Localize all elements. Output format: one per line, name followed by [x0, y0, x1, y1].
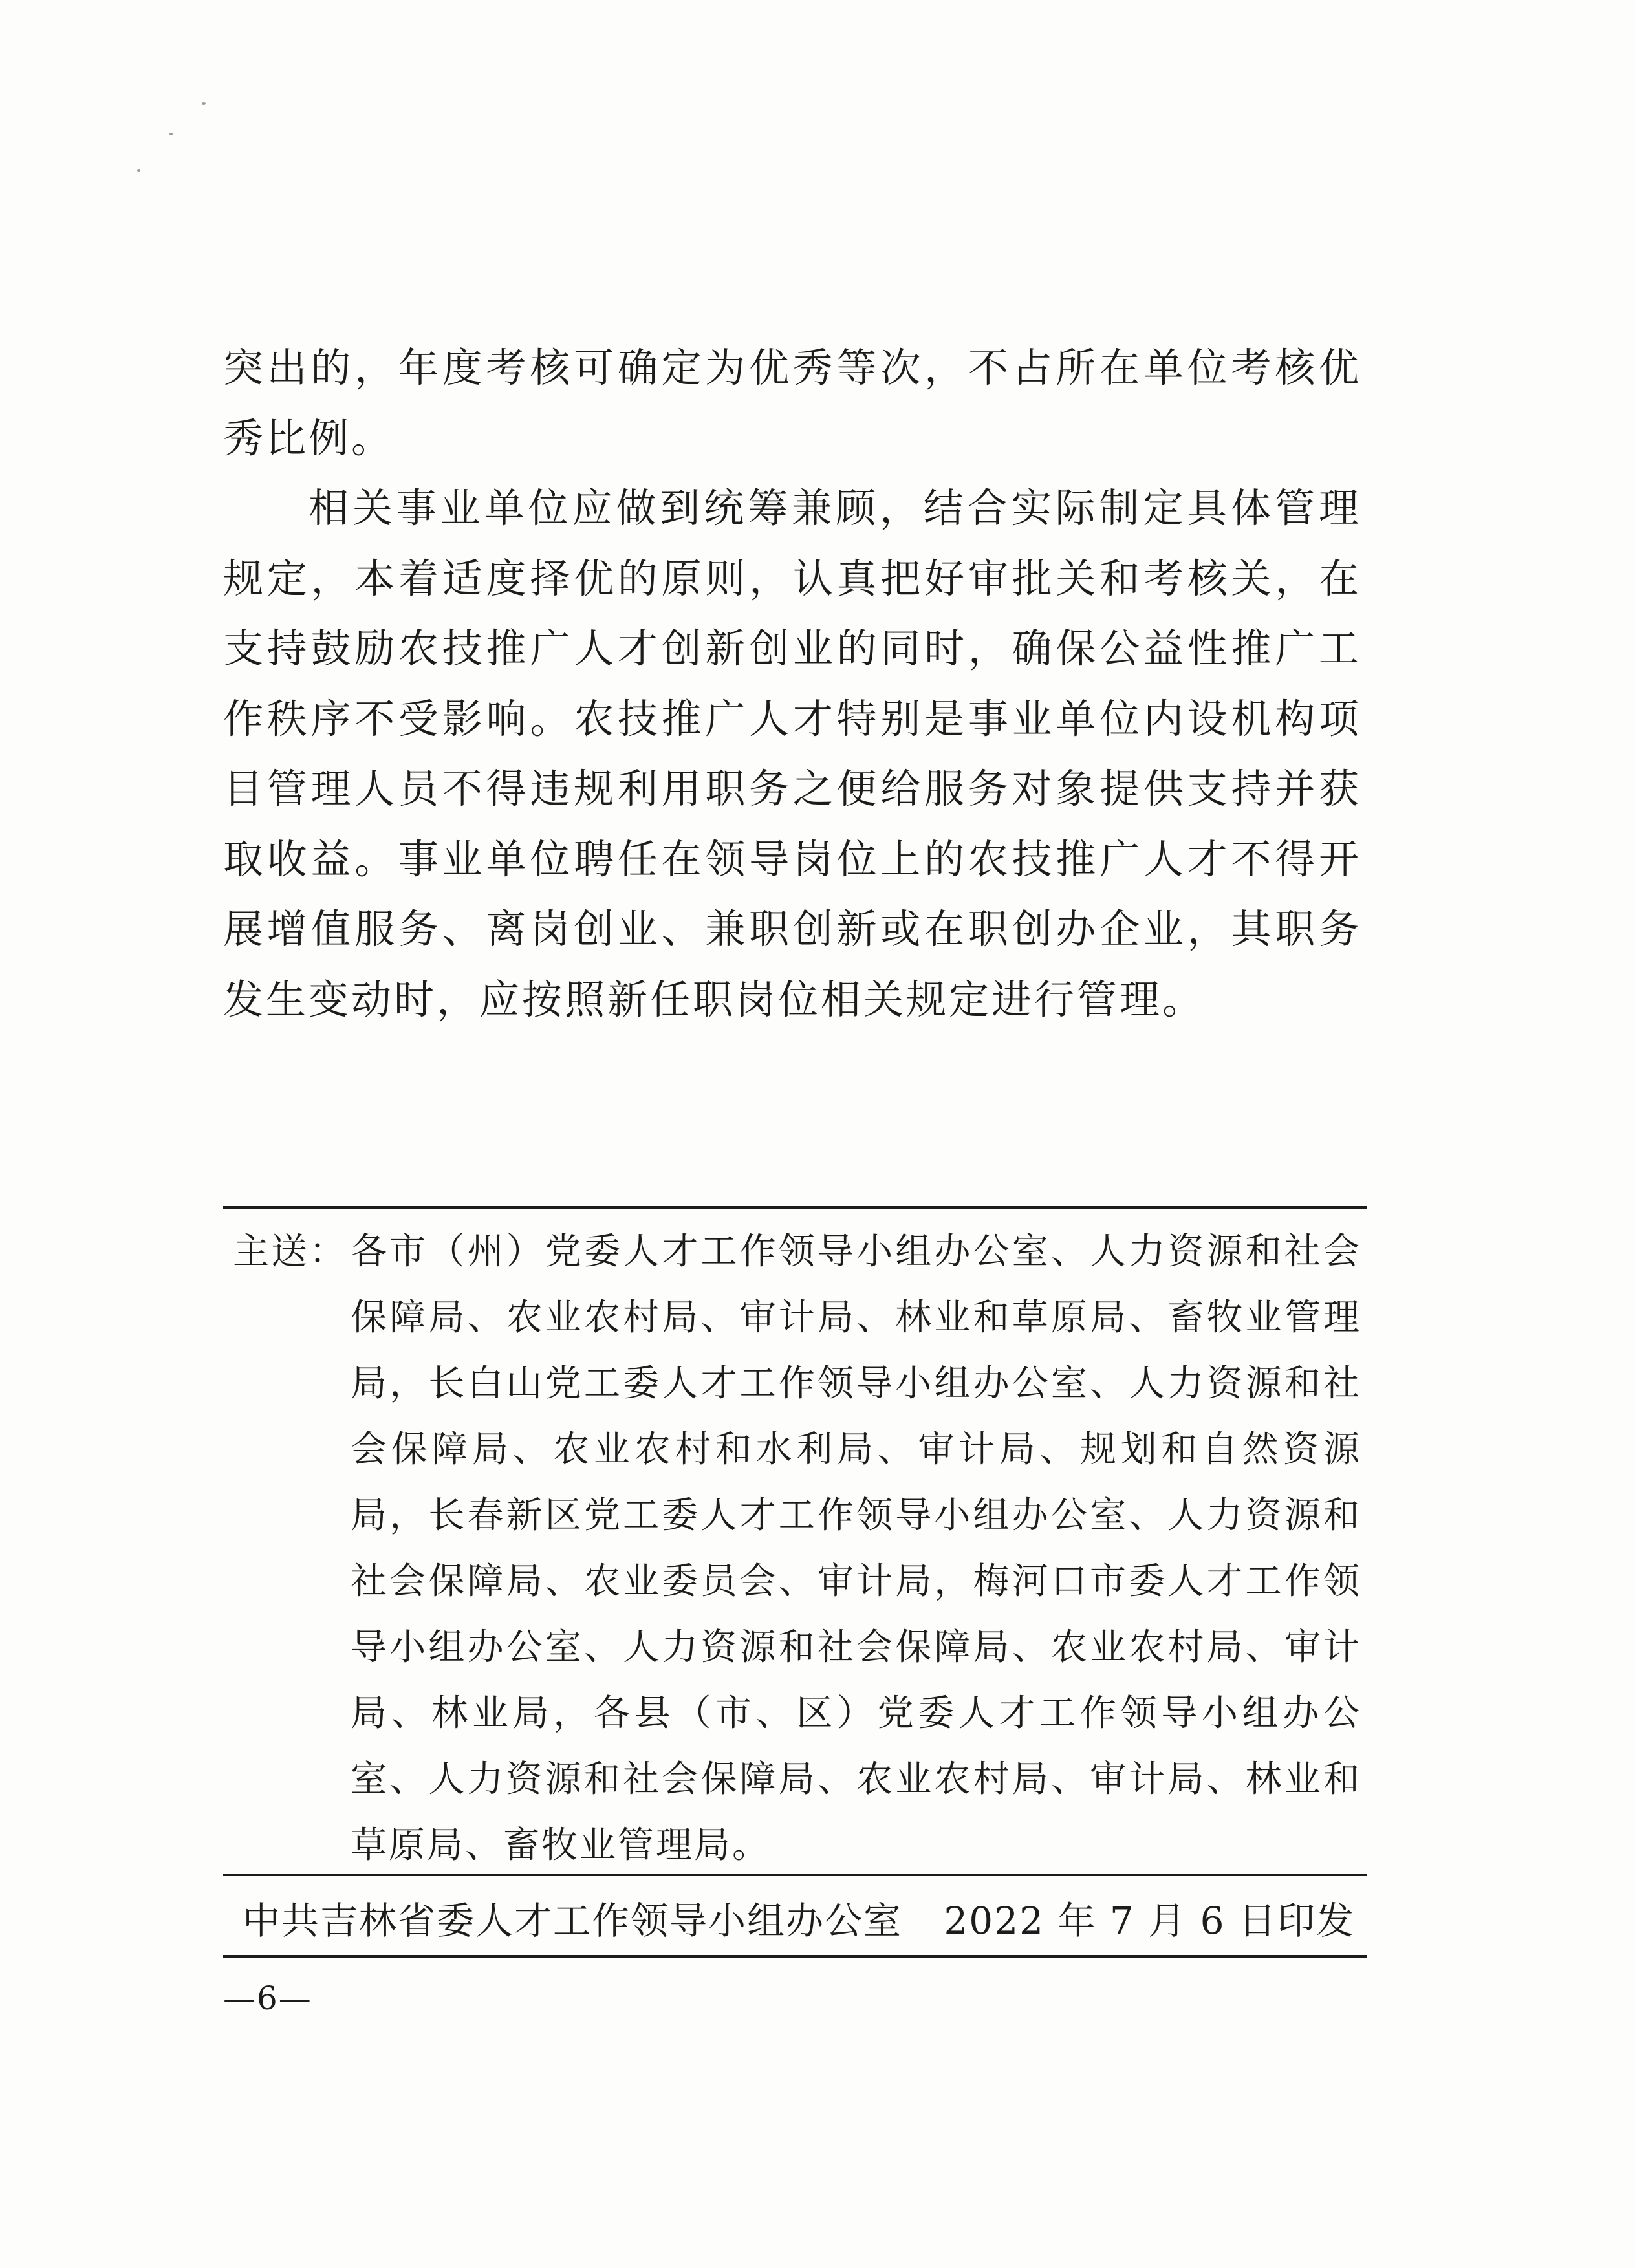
distribution-label: 主送：	[233, 1231, 347, 1273]
body-paragraph-continued: 突出的，年度考核可确定为优秀等次，不占所在单位考核优秀比例。	[223, 344, 1361, 462]
issuer-row	[243, 1888, 1355, 1953]
body-text	[223, 333, 1361, 1035]
distribution-recipients: 各市（州）党委人才工作领导小组办公室、人力资源和社会保障局、农业农村局、审计局、林业和草原局、畜牧业管理局，长白山党工委人才工作领导小组办公室、人力资源和社会保障局、农业农村和水利局、审计局、规划和自然资源局，长春新区党工委人才工作领导小组办公室、人力资源和社会保障局、农业委员会、审计局，梅河口市委人才工作领导小组办公室、人力资源和社会保障局、农业农村局、审计局、林业局，各县（市、区）党委人才工作领导小组办公室、人力资源和社会保障局、农业农村局、审计局、林业和草原局、畜牧业管理局。	[351, 1231, 1361, 1866]
scan-speck	[202, 102, 206, 105]
distribution-top-rule	[223, 1206, 1367, 1209]
issuer-top-rule	[223, 1874, 1367, 1876]
scan-speck	[137, 169, 140, 172]
issuer-bottom-rule	[223, 1955, 1367, 1958]
body-paragraph: 相关事业单位应做到统筹兼顾，结合实际制定具体管理规定，本着适度择优的原则，认真把好审批关和考核关，在支持鼓励农技推广人才创新创业的同时，确保公益性推广工作秩序不受影响。农技推广人才特别是事业单位内设机构项目管理人员不得违规利用职务之便给服务对象提供支持并获取收益。事业单位聘任在领导岗位上的农技推广人才不得开展增值服务、离岗创业、兼职创新或在职创办企业，其职务发生变动时，应按照新任职岗位相关规定进行管理。	[223, 484, 1361, 1023]
page-number: —6—	[223, 1980, 312, 2017]
distribution-block	[233, 1219, 1361, 1879]
scan-speck	[169, 133, 173, 135]
issue-date: 2022 年 7 月 6 日印发	[944, 1899, 1355, 1943]
issuer-name: 中共吉林省委人才工作领导小组办公室	[243, 1899, 903, 1943]
